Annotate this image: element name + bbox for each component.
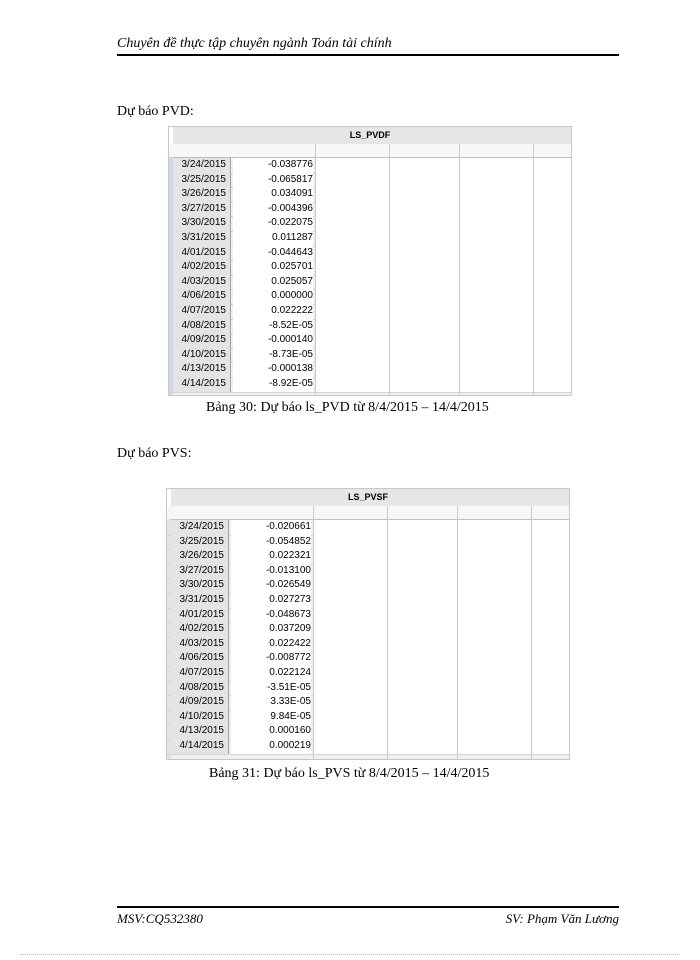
empty-cell <box>390 362 459 377</box>
empty-cell <box>532 651 570 666</box>
empty-cell <box>314 564 387 579</box>
empty-cell <box>388 622 457 637</box>
table-row <box>169 348 571 364</box>
empty-cell <box>460 319 533 334</box>
empty-cell <box>460 348 533 363</box>
row-date: 3/26/2015 <box>173 187 231 202</box>
row-date: 4/14/2015 <box>173 377 231 392</box>
table-row <box>167 637 569 653</box>
empty-cell <box>458 681 531 696</box>
empty-cell <box>532 739 570 754</box>
row-value: 0.022321 <box>231 549 311 564</box>
row-value: 9.84E-05 <box>231 710 311 725</box>
empty-cell <box>388 724 457 739</box>
caption-table-31: Bảng 31: Dự báo ls_PVS từ 8/4/2015 – 14/4/2015 <box>209 766 490 781</box>
empty-cell <box>534 216 572 231</box>
row-date: 4/14/2015 <box>171 739 229 754</box>
empty-cell <box>460 173 533 188</box>
empty-cell <box>390 246 459 261</box>
empty-cell <box>316 304 389 319</box>
row-date: 4/13/2015 <box>171 724 229 739</box>
empty-cell <box>314 535 387 550</box>
row-date: 4/07/2015 <box>171 666 229 681</box>
empty-cell <box>532 724 570 739</box>
empty-cell <box>458 535 531 550</box>
empty-cell <box>316 377 389 392</box>
row-value: -0.038776 <box>233 158 313 173</box>
row-date: 4/10/2015 <box>173 348 231 363</box>
empty-cell <box>534 260 572 275</box>
empty-cell <box>390 187 459 202</box>
empty-cell <box>390 202 459 217</box>
empty-cell <box>532 637 570 652</box>
row-date: 3/25/2015 <box>173 173 231 188</box>
table-row <box>167 622 569 638</box>
table-row <box>167 651 569 667</box>
empty-cell <box>460 158 533 173</box>
table-row <box>167 578 569 594</box>
table-row <box>167 564 569 580</box>
empty-cell <box>534 246 572 261</box>
empty-cell <box>316 289 389 304</box>
empty-cell <box>388 666 457 681</box>
table-header-label: LS_PVSF <box>347 492 388 502</box>
row-value: 0.011287 <box>233 231 313 246</box>
table-row <box>169 289 571 305</box>
empty-cell <box>388 520 457 535</box>
page-edge <box>20 954 680 955</box>
row-date: 4/09/2015 <box>173 333 231 348</box>
empty-cell <box>460 216 533 231</box>
row-value: -0.000140 <box>233 333 313 348</box>
empty-cell <box>390 216 459 231</box>
row-date: 4/07/2015 <box>173 304 231 319</box>
empty-cell <box>390 319 459 334</box>
table-row <box>169 319 571 335</box>
table-row <box>167 710 569 726</box>
empty-cell <box>534 187 572 202</box>
row-date: 4/10/2015 <box>171 710 229 725</box>
empty-cell <box>388 739 457 754</box>
empty-cell <box>532 593 570 608</box>
table-subheader <box>167 506 569 520</box>
empty-cell <box>534 333 572 348</box>
empty-cell <box>316 173 389 188</box>
empty-cell <box>316 275 389 290</box>
empty-cell <box>314 724 387 739</box>
empty-cell <box>390 348 459 363</box>
table-row <box>169 377 571 393</box>
table-row <box>169 260 571 276</box>
table-subheader <box>169 144 571 158</box>
row-date: 3/27/2015 <box>173 202 231 217</box>
table-header-label: LS_PVDF <box>349 130 391 140</box>
table-row <box>167 535 569 551</box>
row-value: -0.008772 <box>231 651 311 666</box>
table-row <box>167 593 569 609</box>
table-row <box>169 158 571 174</box>
empty-cell <box>314 710 387 725</box>
row-value: 0.025701 <box>233 260 313 275</box>
empty-cell <box>532 622 570 637</box>
empty-cell <box>534 304 572 319</box>
empty-cell <box>532 695 570 710</box>
empty-cell <box>460 202 533 217</box>
empty-cell <box>460 187 533 202</box>
table-row <box>169 173 571 189</box>
row-value: -0.000138 <box>233 362 313 377</box>
empty-cell <box>390 158 459 173</box>
row-value: 3.33E-05 <box>231 695 311 710</box>
empty-cell <box>534 275 572 290</box>
row-date: 4/01/2015 <box>173 246 231 261</box>
empty-cell <box>532 549 570 564</box>
empty-cell <box>532 608 570 623</box>
empty-cell <box>460 246 533 261</box>
row-date: 3/25/2015 <box>171 535 229 550</box>
empty-cell <box>532 666 570 681</box>
empty-cell <box>458 520 531 535</box>
table-row <box>167 666 569 682</box>
empty-cell <box>388 608 457 623</box>
empty-cell <box>314 622 387 637</box>
row-value: 0.037209 <box>231 622 311 637</box>
empty-cell <box>534 202 572 217</box>
caption-table-30: Bảng 30: Dự báo ls_PVD từ 8/4/2015 – 14/4/2015 <box>206 400 489 415</box>
empty-cell <box>314 651 387 666</box>
row-value: -0.026549 <box>231 578 311 593</box>
empty-cell <box>458 608 531 623</box>
footer-rule <box>117 906 619 908</box>
table-row <box>167 681 569 697</box>
table-row <box>169 187 571 203</box>
table-row <box>169 246 571 262</box>
table-row <box>167 608 569 624</box>
empty-cell <box>388 710 457 725</box>
row-date: 4/13/2015 <box>173 362 231 377</box>
row-date: 3/24/2015 <box>171 520 229 535</box>
table-header <box>167 489 569 507</box>
table-row <box>167 695 569 711</box>
forecast-table-pvd <box>168 126 572 396</box>
empty-cell <box>534 362 572 377</box>
row-date: 3/24/2015 <box>173 158 231 173</box>
row-date: 4/02/2015 <box>173 260 231 275</box>
page-header-title: Chuyên đề thực tập chuyên ngành Toán tài chính <box>117 36 392 51</box>
row-date: 4/02/2015 <box>171 622 229 637</box>
empty-cell <box>314 695 387 710</box>
empty-cell <box>458 739 531 754</box>
empty-cell <box>314 593 387 608</box>
row-date: 4/01/2015 <box>171 608 229 623</box>
empty-cell <box>388 651 457 666</box>
row-date: 3/30/2015 <box>173 216 231 231</box>
row-date: 4/03/2015 <box>173 275 231 290</box>
empty-cell <box>458 666 531 681</box>
empty-cell <box>458 622 531 637</box>
empty-cell <box>390 377 459 392</box>
empty-cell <box>316 246 389 261</box>
empty-cell <box>460 289 533 304</box>
empty-cell <box>314 637 387 652</box>
empty-cell <box>314 549 387 564</box>
row-value: -0.013100 <box>231 564 311 579</box>
empty-cell <box>316 260 389 275</box>
empty-cell <box>316 158 389 173</box>
empty-cell <box>460 362 533 377</box>
table-row <box>167 520 569 536</box>
empty-cell <box>458 564 531 579</box>
empty-cell <box>388 578 457 593</box>
empty-cell <box>388 564 457 579</box>
empty-cell <box>532 681 570 696</box>
empty-cell <box>316 187 389 202</box>
empty-cell <box>316 348 389 363</box>
empty-cell <box>316 231 389 246</box>
empty-cell <box>388 681 457 696</box>
empty-cell <box>316 202 389 217</box>
empty-cell <box>314 681 387 696</box>
row-value: 0.025057 <box>233 275 313 290</box>
empty-cell <box>390 260 459 275</box>
empty-cell <box>458 651 531 666</box>
table-row <box>169 216 571 232</box>
table-row <box>169 304 571 320</box>
row-value: 0.022124 <box>231 666 311 681</box>
row-value: -0.022075 <box>233 216 313 231</box>
empty-cell <box>532 578 570 593</box>
row-value: -0.044643 <box>233 246 313 261</box>
empty-cell <box>316 216 389 231</box>
empty-cell <box>458 593 531 608</box>
forecast-table-pvs <box>166 488 570 760</box>
empty-cell <box>316 319 389 334</box>
empty-cell <box>316 333 389 348</box>
empty-cell <box>458 578 531 593</box>
table-row <box>169 202 571 218</box>
empty-cell <box>532 520 570 535</box>
empty-cell <box>534 319 572 334</box>
row-value: 0.034091 <box>233 187 313 202</box>
table-header <box>169 127 571 145</box>
empty-cell <box>390 289 459 304</box>
header-rule <box>117 54 619 56</box>
table-row <box>169 275 571 291</box>
table-row <box>167 739 569 755</box>
empty-cell <box>316 362 389 377</box>
empty-cell <box>390 304 459 319</box>
empty-cell <box>458 724 531 739</box>
footer-student-id: MSV:CQ532380 <box>117 911 203 926</box>
row-date: 3/30/2015 <box>171 578 229 593</box>
table-row <box>167 724 569 740</box>
row-value: -0.004396 <box>233 202 313 217</box>
empty-cell <box>534 377 572 392</box>
row-date: 4/08/2015 <box>171 681 229 696</box>
row-value: -0.065817 <box>233 173 313 188</box>
empty-cell <box>460 231 533 246</box>
row-date: 4/09/2015 <box>171 695 229 710</box>
row-value: 0.000160 <box>231 724 311 739</box>
empty-cell <box>534 348 572 363</box>
row-date: 4/06/2015 <box>173 289 231 304</box>
empty-cell <box>460 377 533 392</box>
empty-cell <box>390 173 459 188</box>
row-value: 0.000000 <box>233 289 313 304</box>
empty-cell <box>314 520 387 535</box>
empty-cell <box>458 695 531 710</box>
row-value: -0.020661 <box>231 520 311 535</box>
row-value: -0.054852 <box>231 535 311 550</box>
empty-cell <box>460 260 533 275</box>
empty-cell <box>532 535 570 550</box>
empty-cell <box>390 275 459 290</box>
row-value: 0.022422 <box>231 637 311 652</box>
row-value: -3.51E-05 <box>231 681 311 696</box>
row-value: 0.022222 <box>233 304 313 319</box>
row-value: -8.52E-05 <box>233 319 313 334</box>
row-value: 0.000219 <box>231 739 311 754</box>
table-row <box>167 549 569 565</box>
row-date: 3/26/2015 <box>171 549 229 564</box>
empty-cell <box>314 666 387 681</box>
row-value: 0.027273 <box>231 593 311 608</box>
row-date: 4/03/2015 <box>171 637 229 652</box>
empty-cell <box>458 637 531 652</box>
empty-cell <box>314 608 387 623</box>
empty-cell <box>458 549 531 564</box>
row-date: 3/31/2015 <box>173 231 231 246</box>
row-date: 3/31/2015 <box>171 593 229 608</box>
table-row <box>169 333 571 349</box>
empty-cell <box>534 231 572 246</box>
empty-cell <box>390 333 459 348</box>
empty-cell <box>314 578 387 593</box>
empty-cell <box>388 695 457 710</box>
empty-cell <box>458 710 531 725</box>
empty-cell <box>534 158 572 173</box>
row-date: 3/27/2015 <box>171 564 229 579</box>
empty-cell <box>534 173 572 188</box>
section-title-pvs: Dự báo PVS: <box>117 446 192 461</box>
empty-cell <box>390 231 459 246</box>
empty-cell <box>534 289 572 304</box>
empty-cell <box>532 710 570 725</box>
row-value: -8.73E-05 <box>233 348 313 363</box>
row-date: 4/06/2015 <box>171 651 229 666</box>
empty-cell <box>388 593 457 608</box>
empty-cell <box>532 564 570 579</box>
empty-cell <box>460 275 533 290</box>
row-date: 4/08/2015 <box>173 319 231 334</box>
section-title-pvd: Dự báo PVD: <box>117 104 194 119</box>
row-value: -8.92E-05 <box>233 377 313 392</box>
empty-cell <box>460 304 533 319</box>
empty-cell <box>388 549 457 564</box>
empty-cell <box>460 333 533 348</box>
table-row <box>169 231 571 247</box>
empty-cell <box>314 739 387 754</box>
footer-student-name: SV: Phạm Văn Lương <box>505 911 619 926</box>
row-value: -0.048673 <box>231 608 311 623</box>
empty-cell <box>388 535 457 550</box>
empty-cell <box>388 637 457 652</box>
table-row <box>169 362 571 378</box>
